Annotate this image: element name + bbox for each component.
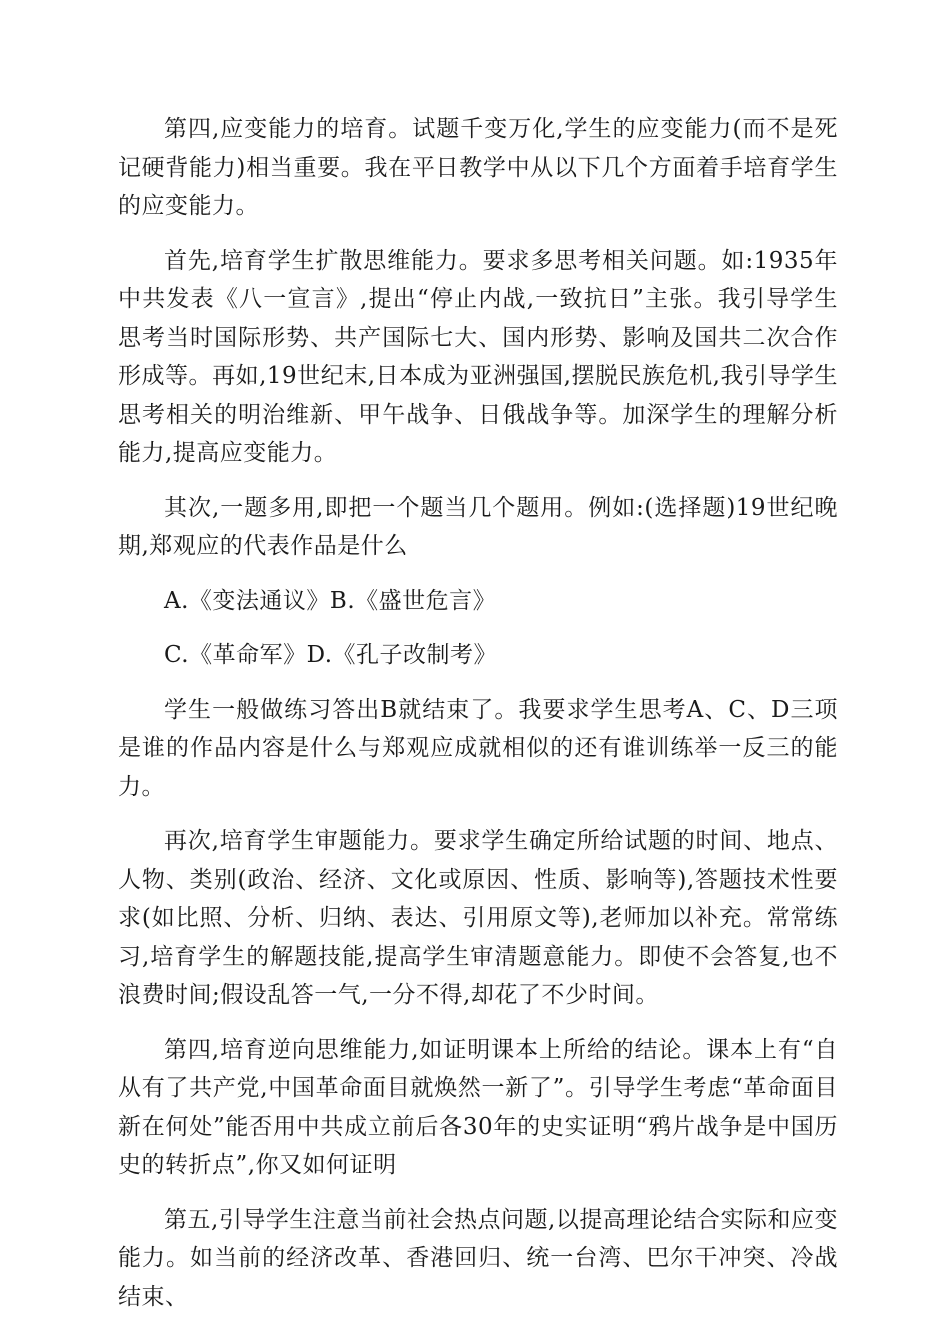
paragraph-current-events: 第五,引导学生注意当前社会热点问题,以提高理论结合实际和应变能力。如当前的经济改革、香港回归、统一台湾、巴尔干冲突、冷战结束、 (118, 1206, 838, 1310)
paragraph-divergent-thinking: 首先,培育学生扩散思维能力。要求多思考相关问题。如:1935年中共发表《八一宣言》,提出“停止内战,一致抗日”主张。我引导学生思考当时国际形势、共产国际七大、国内形势、影响及国共二次合作形成等。再如,19世纪末,日本成为亚洲强国,摆脱民族危机,我引导学生思考相关的明治维新、甲午战争、日俄战争等。加深学生的理解分析能力,提高应变能力。 (118, 247, 838, 466)
paragraph-student-answer: 学生一般做练习答出B就结束了。我要求学生思考A、C、D三项是谁的作品内容是什么与郑观应成就相似的还有谁训练举一反三的能力。 (118, 696, 838, 800)
document-body (118, 110, 838, 1332)
paragraph-multi-use-question: 其次,一题多用,即把一个题当几个题用。例如:(选择题)19世纪晚期,郑观应的代表作品是什么 (118, 494, 838, 559)
question-options-ab: A.《变法通议》B.《盛世危言》 (164, 587, 497, 614)
paragraph-reverse-thinking: 第四,培育逆向思维能力,如证明课本上所给的结论。课本上有“自从有了共产党,中国革命面目就焕然一新了”。引导学生考虑“革命面目新在何处”能否用中共成立前后各30年的史实证明“鸦片战争是中国历史的转折点”,你又如何证明 (118, 1036, 838, 1178)
paragraph-reading-comprehension: 再次,培育学生审题能力。要求学生确定所给试题的时间、地点、人物、类别(政治、经济、文化或原因、性质、影响等),答题技术性要求(如比照、分析、归纳、表达、引用原文等),老师加以补充。常常练习,培育学生的解题技能,提高学生审清题意能力。即使不会答复,也不浪费时间;假设乱答一气,一分不得,却花了不少时间。 (118, 828, 838, 1008)
paragraph-adaptability-intro: 第四,应变能力的培育。试题千变万化,学生的应变能力(而不是死记硬背能力)相当重要。我在平日教学中从以下几个方面着手培育学生的应变能力。 (118, 116, 838, 219)
question-options-cd: C.《革命军》D.《孔子改制考》 (164, 642, 498, 668)
